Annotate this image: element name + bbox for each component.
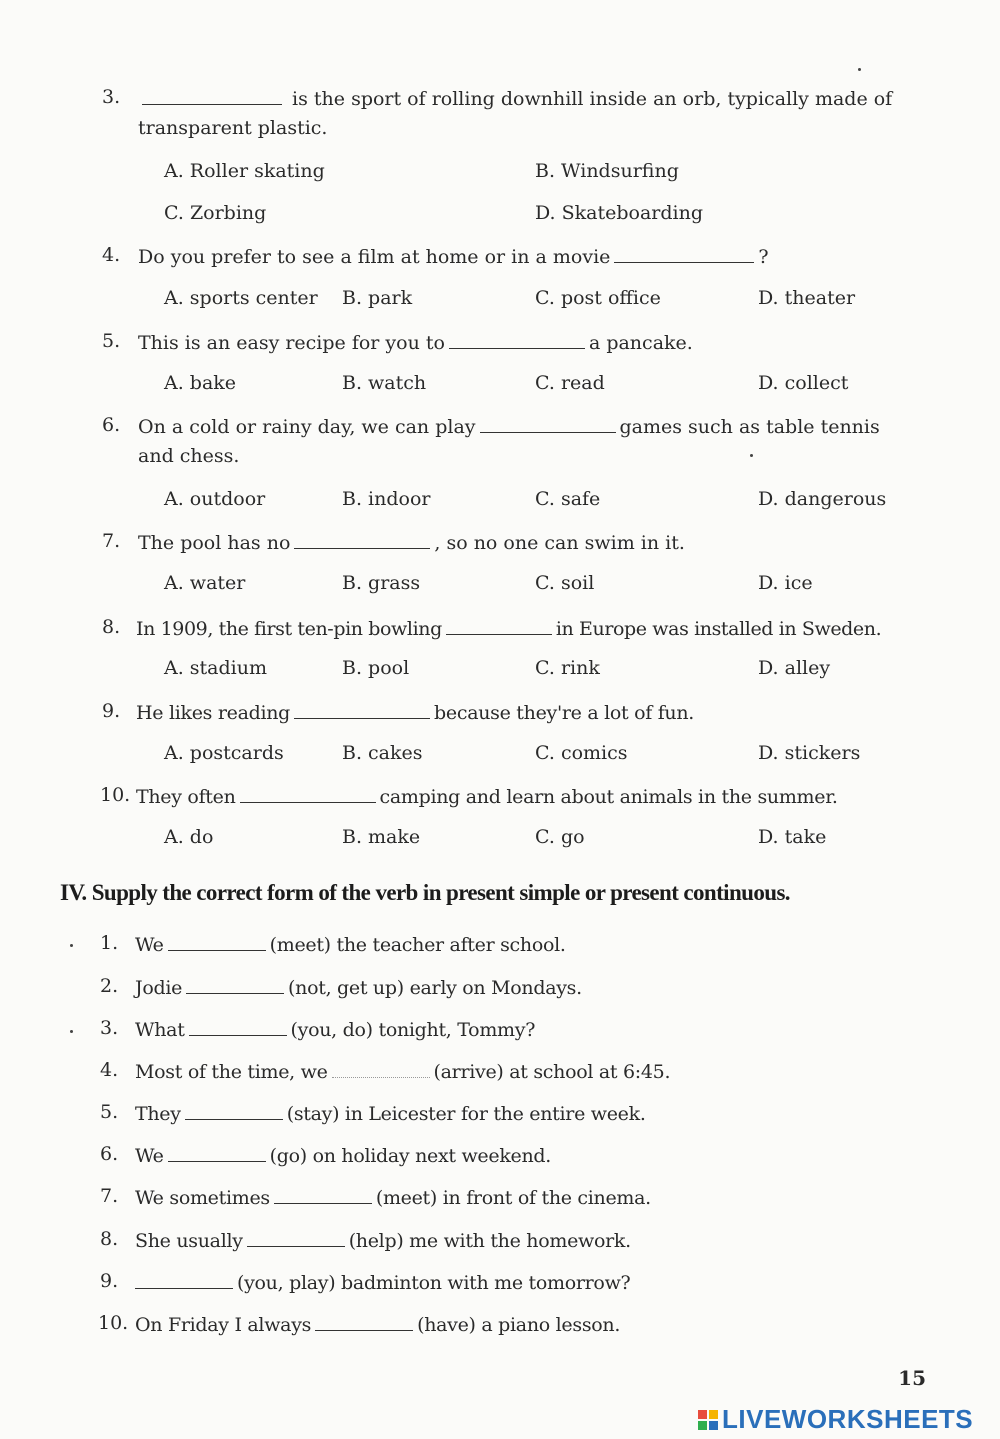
item-number: 2. — [100, 975, 119, 997]
option-b[interactable]: B. Windsurfing — [535, 160, 679, 182]
question-text-continued: and chess. — [138, 445, 240, 467]
option-a[interactable]: A. bake — [164, 372, 237, 394]
logo-text: LIVEWORKSHEETS — [722, 1404, 974, 1434]
option-d[interactable]: D. theater — [758, 287, 856, 309]
answer-blank[interactable] — [446, 616, 552, 635]
item-number: 5. — [100, 1101, 119, 1123]
verb-answer-blank[interactable] — [135, 1270, 233, 1289]
option-a[interactable]: A. outdoor — [164, 488, 266, 510]
option-c[interactable]: C. go — [535, 826, 585, 848]
verb-answer-blank[interactable] — [274, 1185, 372, 1204]
scan-mark — [70, 1030, 73, 1033]
logo-icon — [698, 1410, 718, 1430]
verb-answer-blank[interactable] — [186, 975, 284, 994]
option-d[interactable]: D. dangerous — [758, 488, 887, 510]
answer-blank[interactable] — [449, 330, 585, 349]
verb-item: What (you, do) tonight, Tommy? — [135, 1019, 536, 1041]
verb-answer-blank[interactable] — [247, 1228, 345, 1247]
question-text — [138, 86, 892, 110]
option-b[interactable]: B. cakes — [342, 742, 423, 764]
option-d[interactable]: D. stickers — [758, 742, 861, 764]
verb-answer-blank[interactable] — [168, 932, 266, 951]
verb-answer-blank[interactable] — [315, 1312, 413, 1331]
option-c[interactable]: C. Zorbing — [164, 202, 267, 224]
item-number: 7. — [100, 1185, 119, 1207]
option-a[interactable]: A. water — [164, 572, 246, 594]
option-d[interactable]: D. ice — [758, 572, 813, 594]
option-c[interactable]: C. soil — [535, 572, 595, 594]
option-c[interactable]: C. safe — [535, 488, 601, 510]
answer-blank[interactable] — [480, 414, 616, 433]
verb-item: (you, play) badminton with me tomorrow? — [131, 1270, 630, 1294]
page-number: 15 — [898, 1366, 926, 1390]
item-number: 1. — [100, 932, 119, 954]
answer-blank[interactable] — [294, 700, 430, 719]
scan-mark — [70, 944, 73, 947]
question-number: 3. — [102, 86, 121, 108]
verb-answer-blank[interactable] — [185, 1101, 283, 1120]
option-b[interactable]: B. watch — [342, 372, 427, 394]
option-b[interactable]: B. park — [342, 287, 413, 309]
question-text: They often camping and learn about animals in the summer. — [136, 786, 838, 808]
question-text: In 1909, the first ten-pin bowling in Europe was installed in Sweden. — [136, 618, 882, 640]
answer-blank[interactable] — [240, 784, 376, 803]
scan-mark — [750, 454, 753, 457]
option-b[interactable]: B. make — [342, 826, 421, 848]
item-number: 3. — [100, 1017, 119, 1039]
option-a[interactable]: A. postcards — [164, 742, 284, 764]
question-text: On a cold or rainy day, we can play games such as table tennis — [138, 416, 880, 438]
option-a[interactable]: A. sports center — [164, 287, 318, 309]
verb-item: Jodie (not, get up) early on Mondays. — [135, 977, 582, 999]
verb-item: We (meet) the teacher after school. — [135, 934, 566, 956]
section-heading: IV. Supply the correct form of the verb in present simple or present continuous. — [60, 880, 790, 905]
verb-item: She usually (help) me with the homework. — [135, 1230, 631, 1252]
question-text: This is an easy recipe for you to a pancake. — [138, 332, 693, 354]
item-number: 6. — [100, 1143, 119, 1165]
question-number: 9. — [102, 700, 121, 722]
option-b[interactable]: B. indoor — [342, 488, 431, 510]
option-d[interactable]: D. alley — [758, 657, 831, 679]
option-c[interactable]: C. post office — [535, 287, 661, 309]
answer-blank[interactable] — [614, 244, 754, 263]
option-a[interactable]: A. do — [164, 826, 214, 848]
option-d[interactable]: D. collect — [758, 372, 849, 394]
question-number: 10. — [100, 784, 131, 806]
item-number: 4. — [100, 1059, 119, 1081]
option-c[interactable]: C. comics — [535, 742, 628, 764]
verb-answer-blank[interactable] — [189, 1017, 287, 1036]
item-number: 9. — [100, 1270, 119, 1292]
question-text: He likes reading because they're a lot of fun. — [136, 702, 695, 724]
verb-item: We (go) on holiday next weekend. — [135, 1145, 552, 1167]
option-b[interactable]: B. pool — [342, 657, 410, 679]
option-c[interactable]: C. read — [535, 372, 605, 394]
question-number: 6. — [102, 414, 121, 436]
option-a[interactable]: A. stadium — [164, 657, 268, 679]
question-number: 5. — [102, 330, 121, 352]
verb-item: We sometimes (meet) in front of the cinema. — [135, 1187, 651, 1209]
verb-answer-blank[interactable] — [168, 1143, 266, 1162]
question-number: 8. — [102, 616, 121, 638]
verb-answer-blank[interactable] — [332, 1059, 430, 1078]
liveworksheets-logo[interactable] — [698, 1404, 973, 1435]
option-b[interactable]: B. grass — [342, 572, 421, 594]
answer-blank[interactable] — [294, 530, 430, 549]
scan-mark — [858, 68, 861, 71]
option-a[interactable]: A. Roller skating — [164, 160, 325, 182]
option-c[interactable]: C. rink — [535, 657, 600, 679]
question-number: 7. — [102, 530, 121, 552]
item-number: 10. — [98, 1312, 129, 1334]
question-text-after: is the sport of rolling downhill inside an orb, typically made of — [292, 88, 893, 110]
question-text-continued: transparent plastic. — [138, 117, 328, 139]
question-text: The pool has no , so no one can swim in it. — [138, 532, 685, 554]
option-d[interactable]: D. take — [758, 826, 827, 848]
answer-blank[interactable] — [142, 86, 282, 105]
verb-item: On Friday I always (have) a piano lesson. — [135, 1314, 621, 1336]
question-text: Do you prefer to see a film at home or in a movie ? — [138, 246, 769, 268]
verb-item: Most of the time, we (arrive) at school at 6:45. — [135, 1061, 671, 1083]
verb-item: They (stay) in Leicester for the entire week. — [135, 1103, 646, 1125]
item-number: 8. — [100, 1228, 119, 1250]
option-d[interactable]: D. Skateboarding — [535, 202, 704, 224]
question-number: 4. — [102, 244, 121, 266]
